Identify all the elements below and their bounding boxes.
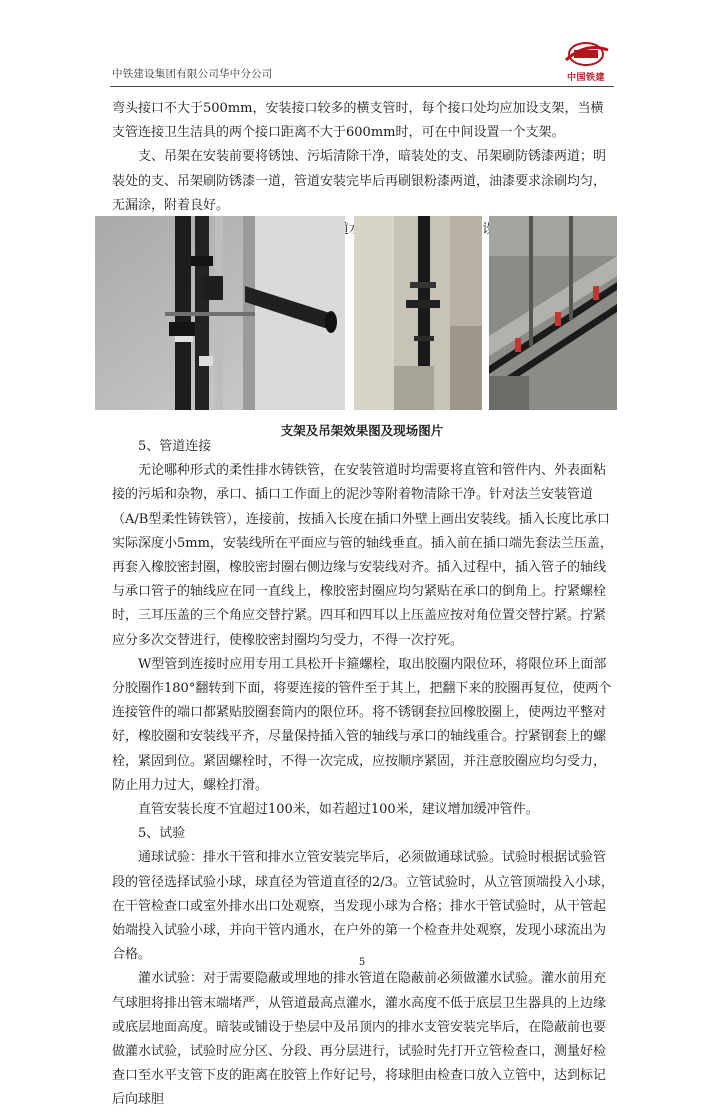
paragraph: 灌水试验：对于需要隐蔽或埋地的排水管道在隐蔽前必须做灌水试验。灌水前用充气球胆将排出管末端堵严，从管道最高点灌水，灌水高度不低于底层卫生器具的上边缘或底层地面高度。暗装或铺设于垫层中及吊顶内的排水支管安装完毕后，在隐蔽前也要做灌水试验，试验时应分区、分段、再分层进行，试验时先打开立管检查口，测量好检查口至水平支管下皮的距离在胶管上作好记号，将球胆由检查口放入立管中，达到标记后向球胆: [112, 971, 607, 1108]
site-vertical-pipe-photo: [354, 216, 482, 410]
paragraph: 无论哪种形式的柔性排水铸铁管，在安装管道时均需要将直管和管件内、外表面粘接的污垢和杂物，承口、插口工作面上的泥沙等附着物清除干净。针对法兰安装管道（A/B型柔性铸铁管），连接前，按插入长度在插口外壁上画出安装线。插入长度比承口实际深度小5mm，安装线所在平面应与管的轴线垂直。插入前在插口端先套法兰压盖，再套入橡胶密封圈，橡胶密封圈右侧边缘与安装线对齐。插入过程中，插入管子的轴线与承口管子的轴线应在同一直线上，橡胶密封圈应均匀紧贴在承口的倒角上。拧紧螺栓时，三耳压盖的三个角应交替拧紧。四耳和四耳以上压盖应按对角位置交替拧紧。拧紧应分多次交替进行，使橡胶密封圈均匀受力，不得一次拧死。: [112, 463, 613, 648]
section-heading: 5、管道连接: [138, 439, 212, 454]
company-name: 中铁建设集团有限公司华中分公司: [112, 68, 273, 80]
bracket-rendering-photo: [95, 216, 345, 410]
paragraph: 支、吊架在安装前要将锈蚀、污垢清除干净，暗装处的支、吊架刷防锈漆两道；明装处的支、吊架刷防锈漆一道，管道安装完毕后再刷银粉漆两道，油漆要求涂刷均匀，无漏涂，附着良好。: [112, 149, 607, 213]
header-divider: [110, 86, 614, 87]
page-number: 5: [358, 957, 366, 968]
paragraph: 通球试验：排水干管和排水立管安装完毕后，必须做通球试验。试验时根据试验管段的管径选择试验小球，球直径为管道直径的2/3。立管试验时，从立管顶端投入小球，在干管检查口或室外排水出口处观察，当发现小球为合格；排水干管试验时，从干管起始端投入试验小球，并向干管内通水，在户外的第一个检查井处观察，发现小球流出为合格。: [112, 850, 614, 963]
figure-caption: 支架及吊架效果图及现场图片: [280, 423, 444, 438]
section-heading: 5、试验: [138, 826, 186, 842]
paragraph: W型管到连接时应用专用工具松开卡箍螺栓，取出胶圈内限位环，将限位环上面部分胶圈作180°翻转到下面，将要连接的管件至于其上，把翻下来的胶圈再复位，使两个连接管件的端口都紧贴胶圈套筒内的限位环。将不锈钢套拉回橡胶圈上，使两边平整对好，橡胶圈和安装线平齐，尽量保持插入管的轴线与承口的轴线重合。拧紧钢套上的螺栓，紧固到位。紧固螺栓时，不得一次完成，应按顺序紧固，并注意胶圈应均匀受力，防止用力过大，螺栓打滑。: [112, 656, 612, 793]
paragraph: 直管安装长度不宜超过100米，如若超过100米，建议增加缓冲管件。: [138, 802, 539, 818]
site-hanger-photo: [489, 216, 617, 410]
photo-strip: [95, 216, 617, 410]
logo-text: 中国铁建: [566, 73, 605, 83]
crcc-logo: [556, 40, 616, 86]
main-text-block: [112, 435, 616, 1113]
paragraph: 弯头接口不大于500mm，安装接口较多的横支管时，每个接口处均应加设支架，当横支管连接卫生洁具的两个接口距离不大于600mm时，可在中间设置一个支架。: [112, 101, 604, 141]
